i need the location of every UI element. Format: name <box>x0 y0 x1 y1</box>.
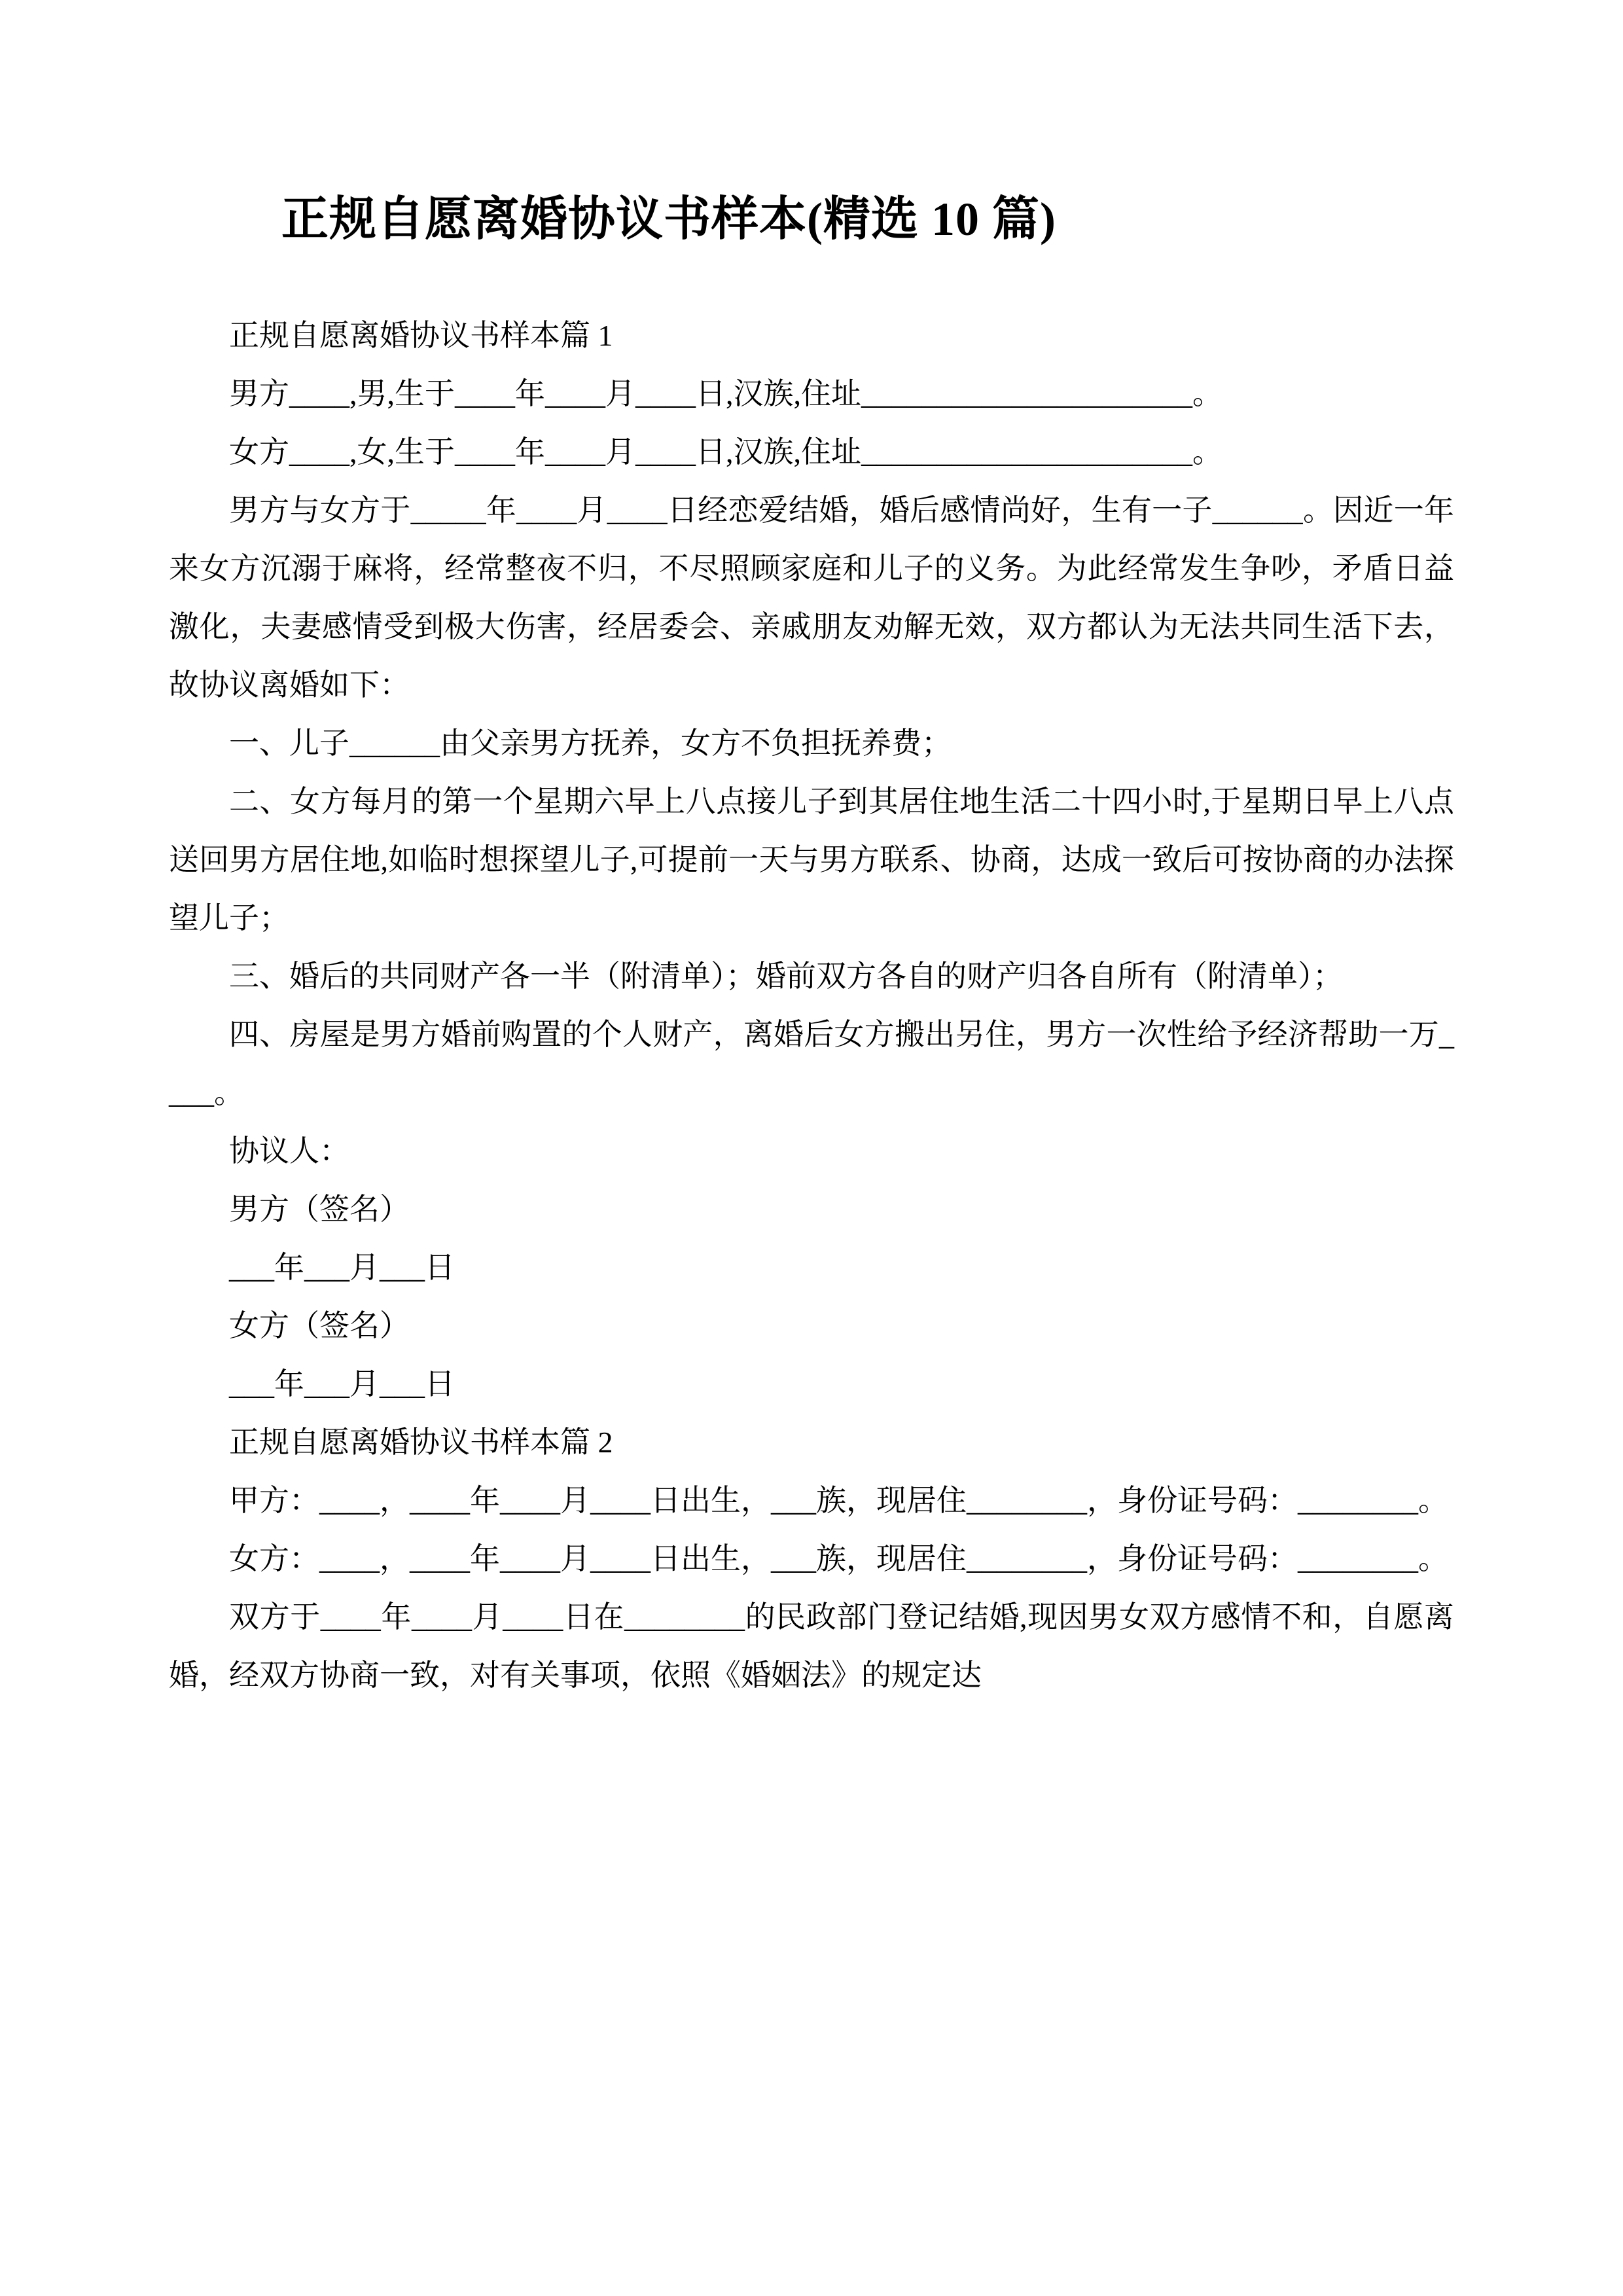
clause-item-4 <box>169 1005 1454 1122</box>
document-body <box>169 306 1454 1704</box>
section-heading-1: 正规自愿离婚协议书样本篇 1 <box>229 319 613 352</box>
paragraph-party-b-info <box>169 1530 1454 1588</box>
paragraph-marriage-background <box>169 481 1454 714</box>
paragraph-female-party-info <box>169 423 1454 481</box>
male-signature-date-line: ___年___月___日 <box>229 1251 455 1284</box>
female-party-text: 女方____,女,生于____年____月____日,汉族,住址______________________。 <box>229 435 1222 469</box>
page-title: 正规自愿离婚协议书样本(精选 10 篇) <box>281 193 1056 245</box>
clause-3-text: 三、婚后的共同财产各一半（附清单）；婚前双方各自的财产归各自所有（附清单）； <box>229 960 1343 993</box>
clause-1-text: 一、儿子______由父亲男方抚养，女方不负担抚养费； <box>229 726 952 760</box>
paragraph-male-party-info <box>169 365 1454 423</box>
female-signature-label: 女方（签名） <box>229 1309 410 1342</box>
clause-item-3 <box>169 947 1454 1005</box>
clause-item-1 <box>169 714 1454 772</box>
party-a-text: 甲方：____，____年____月____日出生，___族，现居住________，身份证号码：________。 <box>229 1484 1448 1517</box>
clause-4-text: 四、房屋是男方婚前购置的个人财产，离婚后女方搬出另住，男方一次性给予经济帮助一万____。 <box>169 1018 1454 1109</box>
paragraph-registration-info <box>169 1588 1454 1704</box>
clause-item-2 <box>169 772 1454 947</box>
signatories-label: 协议人： <box>229 1134 349 1168</box>
female-signature-date-line: ___年___月___日 <box>229 1367 455 1401</box>
page-content <box>169 0 1454 1704</box>
registration-text: 双方于____年____月____日在________的民政部门登记结婚,现因男女双方感情不和，自愿离婚，经双方协商一致，对有关事项，依照《婚姻法》的规定达 <box>169 1600 1454 1692</box>
party-b-text: 女方：____，____年____月____日出生，___族，现居住________，身份证号码：________。 <box>229 1542 1448 1575</box>
male-signature-label: 男方（签名） <box>229 1193 410 1226</box>
clause-2-text: 二、女方每月的第一个星期六早上八点接儿子到其居住地生活二十四小时,于星期日早上八点送回男方居住地,如临时想探望儿子,可提前一天与男方联系、协商，达成一致后可按协商的办法探望儿子； <box>169 785 1454 935</box>
male-party-text: 男方____,男,生于____年____月____日,汉族,住址______________________。 <box>229 377 1222 410</box>
marriage-background-text: 男方与女方于_____年____月____日经恋爱结婚，婚后感情尚好，生有一子______。因近一年来女方沉溺于麻将，经常整夜不归，不尽照顾家庭和儿子的义务。为此经常发生争吵，矛盾日益激化，夫妻感情受到极大伤害，经居委会、亲戚朋友劝解无效，双方都认为无法共同生活下去，故协议离婚如下： <box>169 493 1454 702</box>
section-heading-2: 正规自愿离婚协议书样本篇 2 <box>229 1426 613 1459</box>
paragraph-party-a-info <box>169 1471 1454 1530</box>
